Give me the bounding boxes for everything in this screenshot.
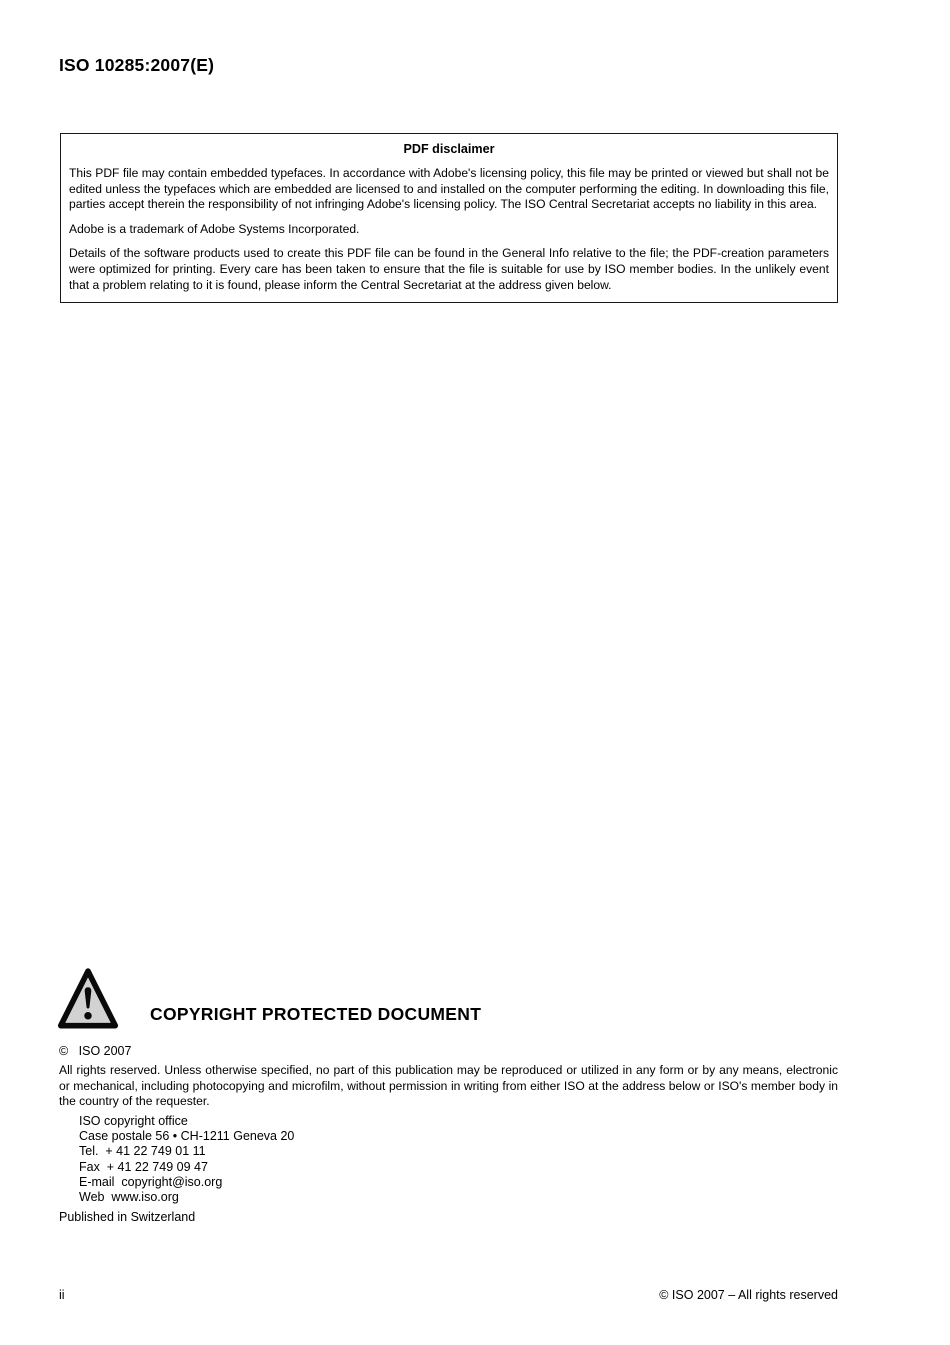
address-line-tel: Tel. + 41 22 749 01 11 bbox=[79, 1144, 206, 1159]
copyright-rights-paragraph: All rights reserved. Unless otherwise specified, no part of this publication may be reproduced or utilized in any form or by any means, electronic or mechanical, including photocopying and microfilm, without permission in writing from either ISO at the address below or ISO's member body in the country of the requester. bbox=[59, 1063, 838, 1108]
page-number: ii bbox=[59, 1288, 65, 1302]
address-line-postal: Case postale 56 • CH-1211 Geneva 20 bbox=[79, 1129, 295, 1144]
address-line-fax: Fax + 41 22 749 09 47 bbox=[79, 1159, 208, 1174]
footer-copyright: © ISO 2007 – All rights reserved bbox=[659, 1288, 838, 1302]
pdf-disclaimer-box bbox=[60, 133, 838, 303]
disclaimer-paragraph-adobe-trademark: Adobe is a trademark of Adobe Systems Incorporated. bbox=[69, 221, 360, 236]
document-reference-header: ISO 10285:2007(E) bbox=[59, 55, 215, 75]
address-line-web: Web www.iso.org bbox=[79, 1190, 179, 1205]
copyright-notice: © ISO 2007 bbox=[59, 1044, 132, 1058]
address-line-office: ISO copyright office bbox=[79, 1114, 188, 1128]
disclaimer-paragraph-software-details: Details of the software products used to create this PDF file can be found in the General Info relative to the file; the PDF-creation parameters were optimized for printing. Every care has been taken to ensure that the file is suitable for use by ISO member bodies. In the unlikely event that a problem relating to it is found, please inform the Central Secretariat at the address given below. bbox=[69, 246, 829, 292]
disclaimer-paragraph-typefaces: This PDF file may contain embedded typefaces. In accordance with Adobe's licensing policy, this file may be printed or viewed but shall not be edited unless the typefaces which are embedded are licensed to and installed on the computer performing the editing. In downloading this file, parties accept therein the responsibility of not infringing Adobe's licensing policy. The ISO Central Secretariat accepts no liability in this area. bbox=[69, 166, 829, 212]
exclamation-dot bbox=[84, 1012, 91, 1019]
copyright-protected-heading: COPYRIGHT PROTECTED DOCUMENT bbox=[150, 1004, 482, 1024]
pdf-disclaimer-title: PDF disclaimer bbox=[403, 142, 495, 156]
address-line-email: E-mail copyright@iso.org bbox=[79, 1174, 223, 1189]
warning-triangle-icon bbox=[57, 966, 119, 1032]
iso-address-block bbox=[79, 1114, 294, 1205]
published-in-switzerland: Published in Switzerland bbox=[59, 1210, 196, 1224]
